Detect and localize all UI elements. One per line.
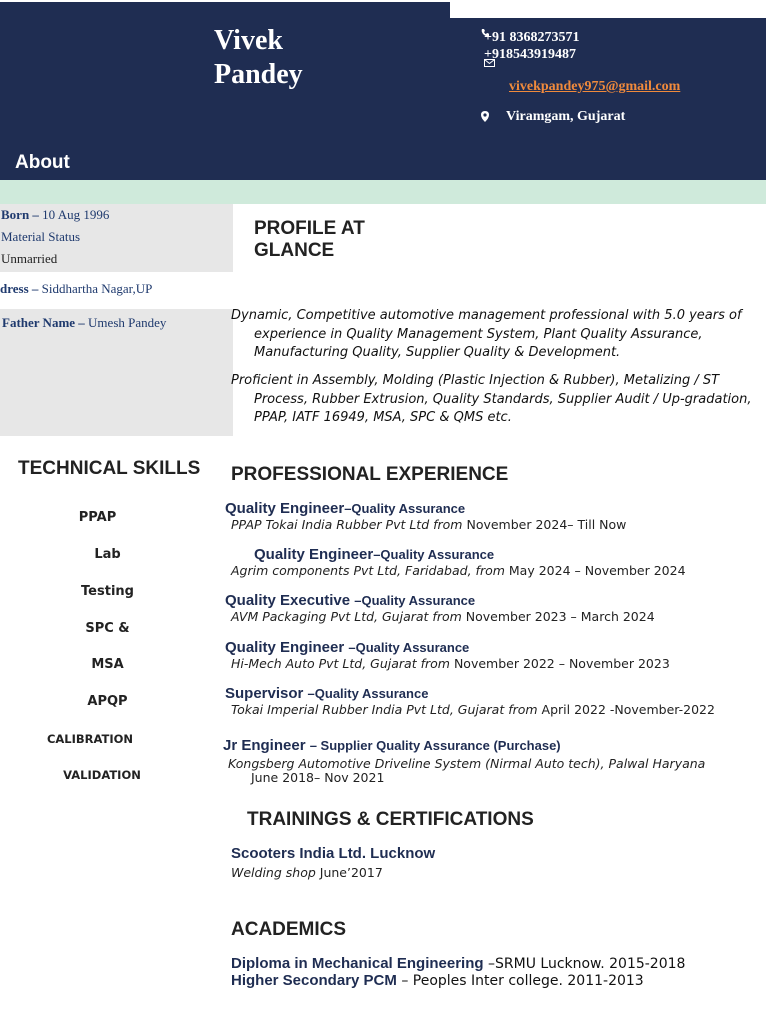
job-period: November 2024– Till Now (466, 517, 627, 532)
profile-p2-line2: Process, Rubber Extrusion, Quality Standards, Supplier Audit / Up-gradation, (254, 391, 752, 407)
experience-heading: PROFESSIONAL EXPERIENCE (231, 464, 509, 485)
job-title (223, 737, 561, 754)
profile-paragraph-1 (231, 307, 751, 363)
address-row: dress – Siddhartha Nagar,UP (0, 281, 153, 296)
name-last: Pandey (214, 59, 303, 90)
about-heading: About (15, 152, 70, 173)
company-name: Agrim components Pvt Ltd, Faridabad, from (231, 563, 505, 578)
job-period: April 2022 -November-2022 (541, 702, 715, 717)
location: Viramgam, Gujarat (506, 109, 626, 124)
born-label: Born (1, 207, 30, 222)
skill-item: Testing (81, 584, 134, 599)
father-value: Umesh Pandey (88, 315, 167, 330)
profile-heading-line2: GLANCE (254, 240, 335, 261)
skill-item: CALIBRATION (46, 732, 134, 746)
job-company (231, 563, 686, 578)
academic-institution: – Peoples Inter college. 2011-2013 (396, 973, 644, 989)
training-org: Scooters India Ltd. Lucknow (231, 845, 436, 862)
job-role: Quality Engineer (225, 500, 345, 517)
job-period: November 2023 – March 2024 (465, 609, 655, 624)
job-dept: –Quality Assurance (348, 640, 470, 655)
company-name: Kongsberg Automotive Driveline System (Nirmal Auto tech), Palwal Haryana (228, 756, 706, 771)
academic-row (231, 972, 644, 989)
job-title (225, 685, 428, 702)
address-value: Siddhartha Nagar,UP (41, 281, 153, 296)
academic-degree: Diploma in Mechanical Engineering (231, 955, 484, 972)
job-company (231, 517, 626, 532)
job-period: May 2024 – November 2024 (508, 563, 686, 578)
job-dept: –Quality Assurance (307, 686, 429, 701)
job-period: June 2018– Nov 2021 (251, 770, 385, 785)
marital-label: Material Status (1, 229, 81, 244)
job-title (225, 500, 465, 517)
job-dept: – Supplier Quality Assurance (Purchase) (309, 738, 561, 753)
skill-item: MSA (91, 657, 124, 672)
training-topic: Welding shop (231, 865, 316, 880)
training-date: June’2017 (319, 865, 383, 880)
academic-institution: –SRMU Lucknow. 2015-2018 (483, 956, 686, 972)
job-title (225, 639, 469, 656)
profile-p2-line3: PPAP, IATF 16949, MSA, SPC & QMS etc. (254, 410, 512, 425)
job-role: Quality Engineer (254, 546, 374, 563)
profile-p1-line2: experience in Quality Management System, Plant Quality Assurance, (254, 326, 703, 342)
trainings-heading: TRAININGS & CERTIFICATIONS (247, 809, 534, 830)
name-first: Vivek (214, 25, 283, 56)
job-role: Jr Engineer (223, 737, 310, 754)
accent-bar (0, 180, 766, 204)
skill-item: SPC & (85, 621, 130, 636)
profile-heading (254, 218, 365, 262)
profile-p1-line1: Dynamic, Competitive automotive management professional with 5.0 years of (231, 308, 742, 323)
address-label: dress (0, 281, 29, 296)
skill-item: Lab (94, 547, 121, 562)
academic-row (231, 955, 685, 972)
academics-heading: ACADEMICS (231, 919, 347, 940)
job-role: Quality Executive (225, 592, 355, 609)
candidate-name (214, 24, 414, 92)
skill-item: PPAP (78, 510, 117, 525)
profile-p1-line3: Manufacturing Quality, Supplier Quality & Development. (254, 345, 621, 360)
job-title (225, 592, 475, 609)
skill-item: APQP (87, 694, 128, 709)
born-value: 10 Aug 1996 (42, 207, 110, 222)
job-title (254, 546, 494, 563)
mail-icon (484, 59, 495, 67)
academic-degree: Higher Secondary PCM (231, 972, 397, 989)
skills-heading: TECHNICAL SKILLS (18, 458, 201, 479)
job-company (231, 702, 715, 717)
phone-secondary[interactable]: +918543919487 (484, 47, 576, 62)
profile-p2-line1: Proficient in Assembly, Molding (Plastic Injection & Rubber), Metalizing / ST (231, 373, 720, 388)
profile-paragraph-2 (231, 372, 761, 428)
email-link[interactable]: vivekpandey975@gmail.com (509, 79, 681, 94)
job-dept: –Quality Assurance (354, 593, 476, 608)
job-company (228, 756, 705, 771)
training-detail (231, 865, 383, 880)
phone-primary[interactable]: +91 8368273571 (484, 30, 580, 45)
job-company (231, 656, 670, 671)
marital-value: Unmarried (1, 251, 58, 266)
skill-item: VALIDATION (63, 768, 141, 782)
job-role: Supervisor (225, 685, 308, 702)
company-name: PPAP Tokai India Rubber Pvt Ltd from (231, 517, 463, 532)
father-label: Father Name (2, 315, 76, 330)
company-name: Tokai Imperial Rubber India Pvt Ltd, Gujarat from (231, 702, 538, 717)
born-row: Born – 10 Aug 1996 (1, 207, 110, 222)
company-name: Hi-Mech Auto Pvt Ltd, Gujarat from (231, 656, 450, 671)
father-row: Father Name – Umesh Pandey (2, 315, 167, 330)
company-name: AVM Packaging Pvt Ltd, Gujarat from (231, 609, 462, 624)
profile-heading-line1: PROFILE AT (254, 218, 365, 239)
job-role: Quality Engineer (225, 639, 349, 656)
job-dept: –Quality Assurance (344, 501, 466, 516)
job-dept: –Quality Assurance (373, 547, 495, 562)
job-period: November 2022 – November 2023 (453, 656, 670, 671)
location-pin-icon (480, 110, 490, 123)
job-company (231, 609, 655, 624)
